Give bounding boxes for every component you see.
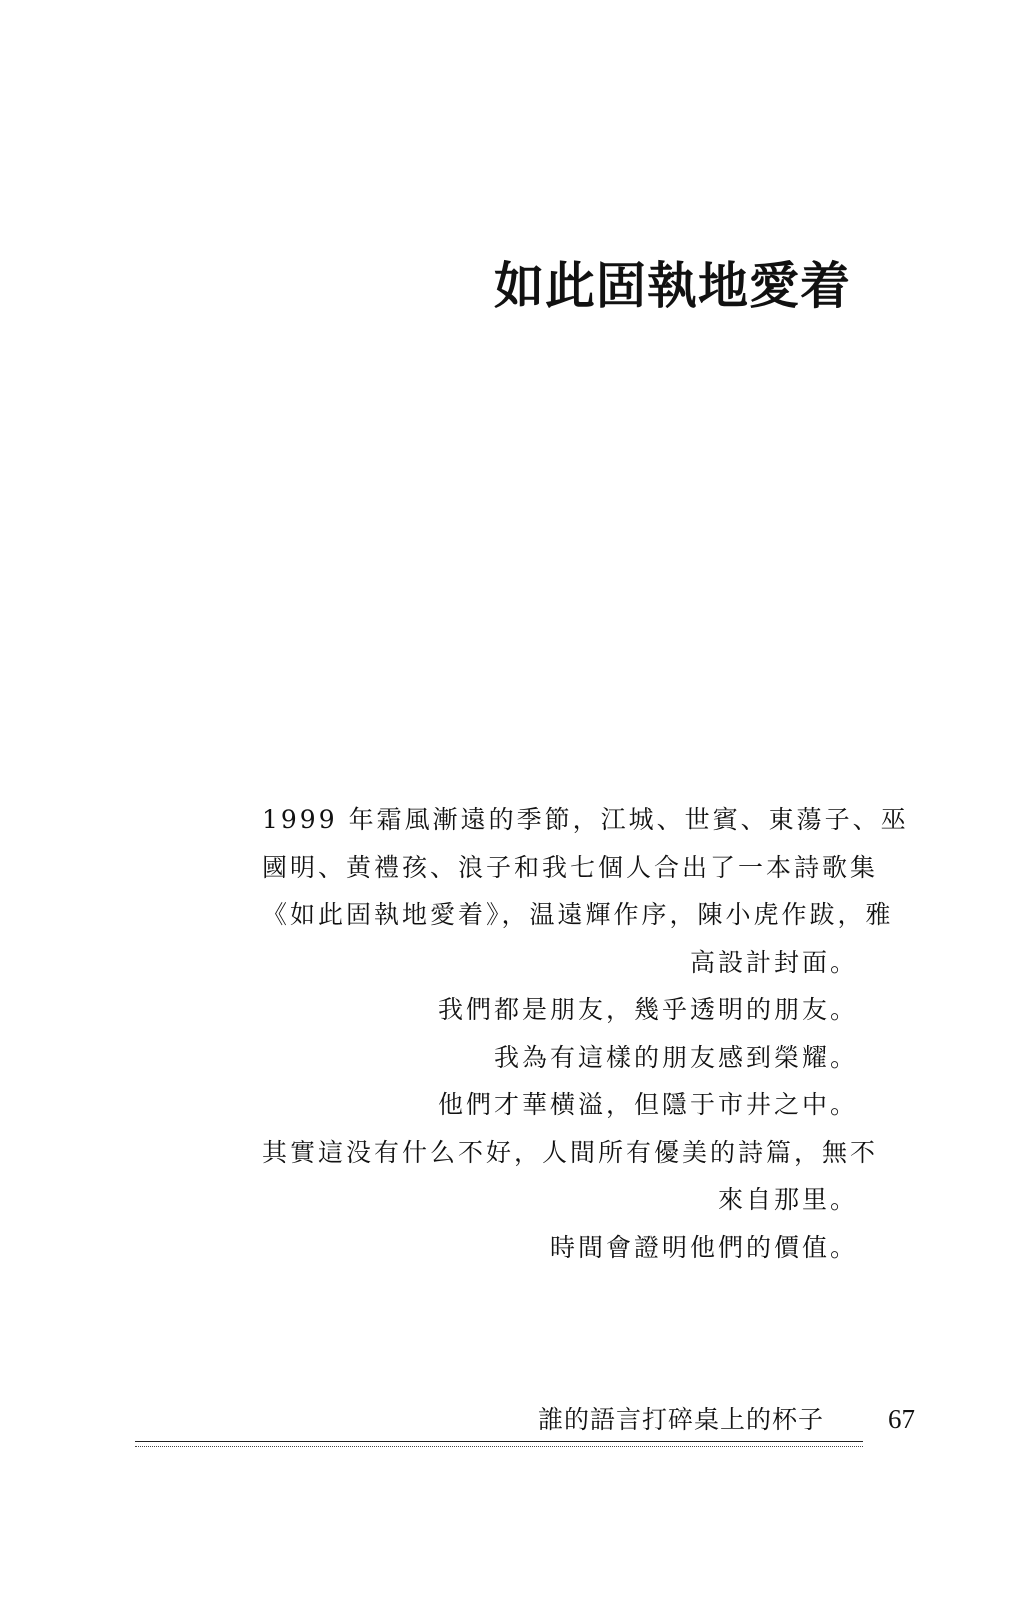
page-number: 67 <box>888 1404 915 1434</box>
text-line: 《如此固執地愛着》，温遠輝作序，陳小虎作跋，雅 <box>262 900 894 929</box>
footer-rule-dotted <box>135 1446 863 1447</box>
running-footer-title: 誰的語言打碎桌上的杯子 <box>538 1405 825 1434</box>
text-line: 國明、黄禮孩、浪子和我七個人合出了一本詩歌集 <box>262 852 879 882</box>
text-line: 時間會證明他們的價值。 <box>549 1232 858 1262</box>
text-line: 其實這没有什么不好，人間所有優美的詩篇，無不 <box>262 1137 879 1167</box>
text-line: 1999 年霜風漸遠的季節，江城、世賓、東蕩子、巫 <box>262 805 909 834</box>
body-text <box>262 796 909 1271</box>
text-line: 我為有這樣的朋友感到榮耀。 <box>493 1042 858 1072</box>
text-line: 高設計封面。 <box>689 947 858 977</box>
text-line: 來自那里。 <box>717 1185 858 1214</box>
text-line: 我們都是朋友，幾乎透明的朋友。 <box>437 995 858 1024</box>
footer-rule <box>135 1441 863 1442</box>
text-line: 他們才華横溢，但隱于市井之中。 <box>437 1090 858 1119</box>
page-title: 如此固執地愛着 <box>494 256 851 315</box>
